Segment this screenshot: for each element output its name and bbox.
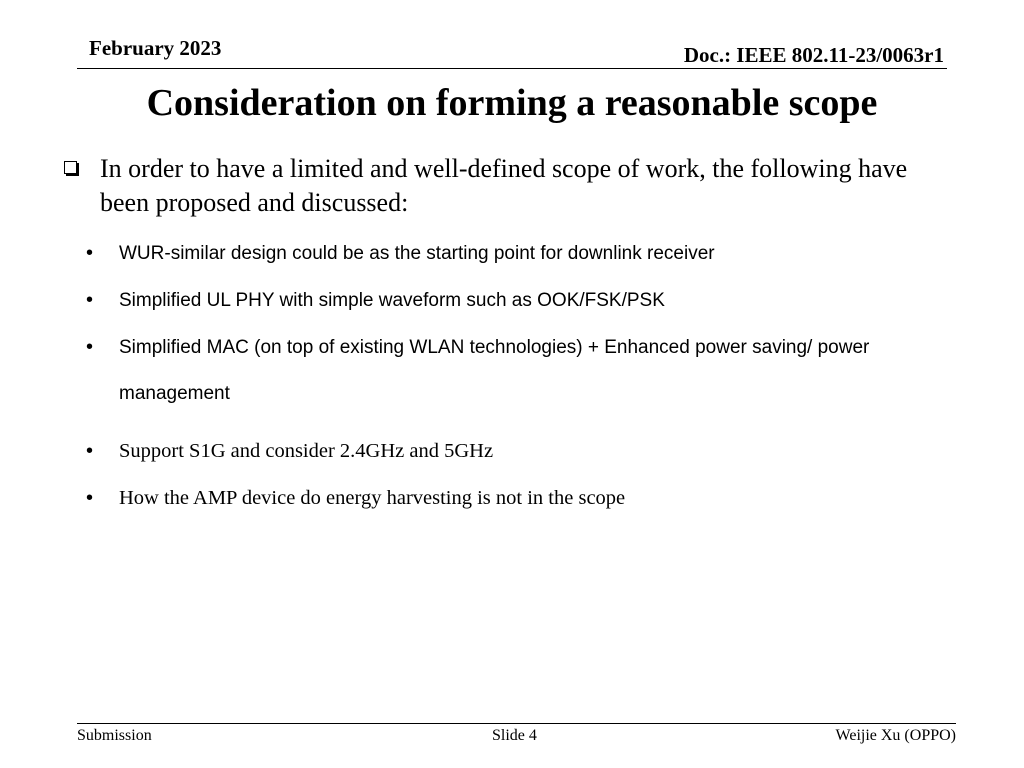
header-date: February 2023 (89, 36, 222, 60)
list-item (86, 434, 966, 469)
footer-submission: Submission (77, 727, 152, 744)
bullet-text: Support S1G and consider 2.4GHz and 5GHz (119, 440, 494, 462)
footer-divider (77, 723, 956, 724)
checkbox-bullet-icon (64, 161, 77, 174)
list-item (86, 481, 966, 516)
header-doc-id: Doc.: IEEE 802.11-23/0063r1 (683, 43, 944, 67)
list-item (86, 283, 966, 318)
footer-author: Weijie Xu (OPPO) (835, 727, 956, 744)
intro-paragraph (64, 152, 944, 220)
bullet-list (86, 236, 966, 528)
slide-title: Consideration on forming a reasonable scope (146, 82, 878, 124)
bullet-marker: • (86, 289, 94, 311)
intro-text: In order to have a limited and well-defined scope of work, the following have been proposed and discussed: (100, 154, 908, 217)
bullet-text: How the AMP device do energy harvesting is not in the scope (119, 487, 626, 509)
bullet-text: Simplified MAC (on top of existing WLAN technologies) + Enhanced power saving/ power management (119, 337, 870, 404)
bullet-marker: • (86, 336, 94, 358)
footer-slide-number: Slide 4 (492, 727, 537, 744)
bullet-marker: • (86, 242, 94, 264)
header-divider (77, 68, 947, 69)
list-item (86, 236, 966, 271)
bullet-marker: • (86, 440, 94, 462)
bullet-text: Simplified UL PHY with simple waveform such as OOK/FSK/PSK (119, 290, 665, 311)
list-item (86, 330, 966, 422)
bullet-marker: • (86, 487, 94, 509)
bullet-text: WUR-similar design could be as the starting point for downlink receiver (119, 243, 715, 264)
